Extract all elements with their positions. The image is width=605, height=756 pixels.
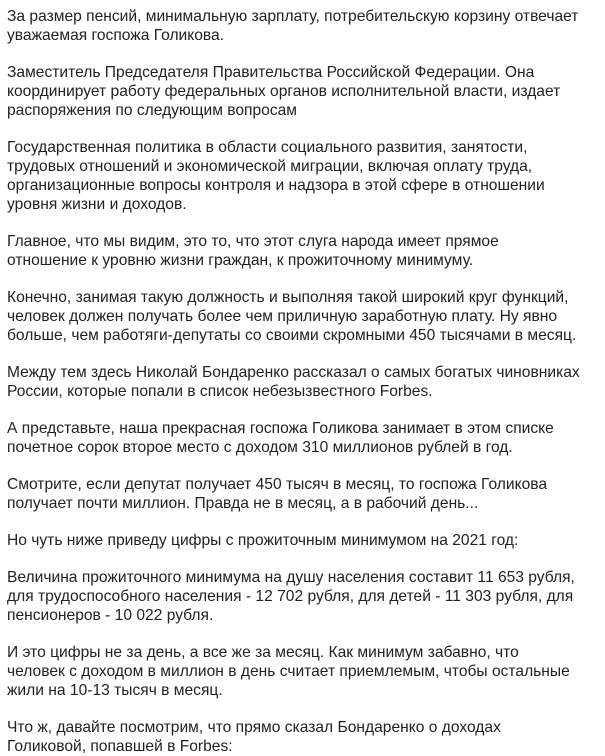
article-paragraph: А представьте, наша прекрасная госпожа Голикова занимает в этом списке почетное сорок второе место с доходом 310 миллионов рублей в год. [7,420,554,456]
article-paragraph: Конечно, занимая такую должность и выполняя такой широкий круг функций, человек должен получать более чем приличную заработную плату. Ну явно больше, чем работяги-депутаты со своими скромными 450 тысячами в месяц. [7,289,577,344]
article-paragraph: Величина прожиточного минимума на душу населения составит 11 653 рубля, для трудоспособного населения - 12 702 рубля, для детей - 11 303 рубля, для пенсионеров - 10 022 рубля. [7,569,575,624]
article-paragraph: Но чуть ниже приведу цифры с прожиточным минимумом на 2021 год: [7,532,519,549]
article-paragraph: За размер пенсий, минимальную зарплату, потребительскую корзину отвечает уважаемая госпожа Голикова. [7,8,579,44]
article-paragraph: Смотрите, если депутат получает 450 тысяч в месяц, то госпожа Голикова получает почти миллион. Правда не в месяц, а в рабочий день... [7,476,548,512]
article-paragraph: Главное, что мы видим, это то, что этот слуга народа имеет прямое отношение к уровню жизни граждан, к прожиточному минимуму. [7,233,499,269]
article-paragraph: Заместитель Председателя Правительства Российской Федерации. Она координирует работу федеральных органов исполнительной власти, издает распоряжения по следующим вопросам [7,64,561,119]
article-paragraph: Государственная политика в области социального развития, занятости, трудовых отношений и экономической миграции, включая оплату труда, организационные вопросы контроля и надзора в этой сфере в отношении уровня жизни и доходов. [7,139,545,213]
article-paragraph: И это цифры не за день, а все же за месяц. Как минимум забавно, что человек с доходом в миллион в день считает приемлемым, чтобы остальные жили на 10-13 тысяч в месяц. [7,644,570,699]
article-paragraph: Между тем здесь Николай Бондаренко рассказал о самых богатых чиновниках России, которые попали в список небезызвестного Forbes. [7,364,580,400]
article-paragraph: Что ж, давайте посмотрим, что прямо сказал Бондаренко о доходах Голиковой, попавшей в Forbes: [7,719,501,755]
